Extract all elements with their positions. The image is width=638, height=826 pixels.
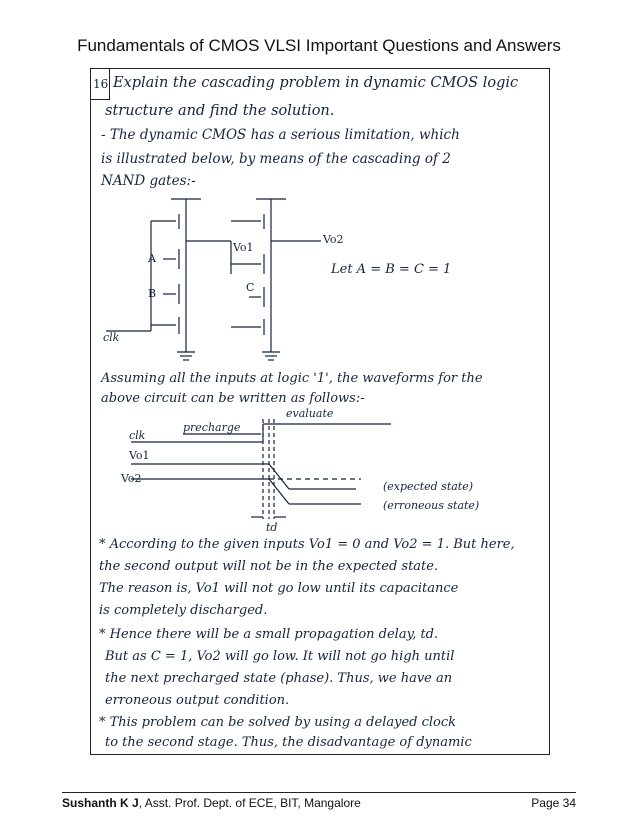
circuit-clk-label: clk (103, 331, 120, 344)
footer-credit (62, 796, 361, 810)
waveform-vo2-label: Vo2 (121, 472, 142, 485)
waveform-vo1-label: Vo1 (129, 449, 150, 462)
intro-line3: NAND gates:- (101, 173, 196, 189)
circuit-vo2-label: Vo2 (323, 233, 344, 246)
assume-line1: Assuming all the inputs at logic '1', the waveforms for the (101, 371, 483, 386)
para1-line2: the second output will not be in the expected state. (99, 559, 439, 574)
para1-line3: The reason is, Vo1 will not go low until its capacitance (99, 581, 459, 596)
assume-line2: above circuit can be written as follows:- (101, 391, 365, 406)
footer-affiliation: , Asst. Prof. Dept. of ECE, BIT, Mangalore (138, 796, 361, 810)
waveform-precharge-label: precharge (183, 421, 241, 434)
question-title-line2: structure and find the solution. (105, 103, 335, 119)
handwritten-page (90, 68, 550, 755)
intro-line2: is illustrated below, by means of the cascading of 2 (101, 151, 451, 167)
para3-line1: * This problem can be solved by using a delayed clock (99, 715, 457, 730)
page-footer (62, 792, 576, 810)
waveform-evaluate-label: evaluate (286, 407, 334, 420)
intro-line1: - The dynamic CMOS has a serious limitation, which (101, 127, 460, 143)
para1-line1: * According to the given inputs Vo1 = 0 and Vo2 = 1. But here, (99, 537, 515, 552)
waveform-erroneous-label: (erroneous state) (383, 499, 480, 512)
waveform-expected-label: (expected state) (383, 480, 474, 493)
para2-line1: * Hence there will be a small propagation delay, td. (99, 627, 439, 642)
waveform-clk-label: clk (129, 429, 146, 442)
circuit-b-label: B (148, 287, 157, 300)
waveform-td-label: td (266, 521, 278, 534)
circuit-c-label: C (246, 281, 255, 294)
page-header: Fundamentals of CMOS VLSI Important Questions and Answers (77, 36, 561, 55)
question-number: 16 (93, 77, 109, 91)
para2-line2: But as C = 1, Vo2 will go low. It will not go high until (105, 649, 455, 664)
circuit-vo1-label: Vo1 (233, 241, 254, 254)
para2-line3: the next precharged state (phase). Thus, we have an (105, 671, 453, 686)
circuit-condition: Let A = B = C = 1 (331, 262, 452, 277)
para3-line2: to the second stage. Thus, the disadvantage of dynamic (105, 735, 472, 750)
question-title-line1: Explain the cascading problem in dynamic CMOS logic (113, 75, 519, 91)
footer-author: Sushanth K J (62, 796, 139, 810)
para2-line4: erroneous output condition. (105, 693, 290, 708)
page-number: Page 34 (531, 796, 576, 810)
circuit-a-label: A (148, 252, 156, 265)
para1-line4: is completely discharged. (99, 603, 268, 618)
